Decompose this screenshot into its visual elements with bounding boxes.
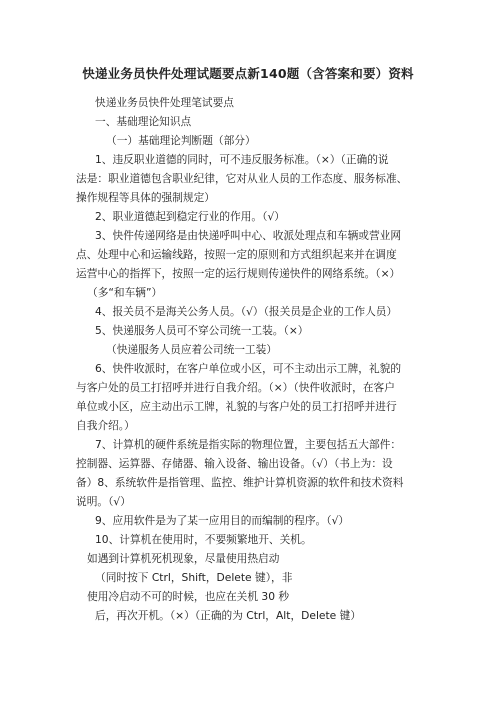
text-line: 法是：职业道德包含职业纪律，它对从业人员的工作态度、服务标准、 bbox=[76, 172, 408, 185]
text-line: 点、处理中心和运输线路，按照一定的原则和方式组织起来并在调度 bbox=[76, 248, 397, 261]
text-line: 使用冷启动不可的时候，也应在关机 30 秒 bbox=[87, 590, 290, 603]
text-line: 5、快递服务人员可不穿公司统一工装。（×） bbox=[95, 324, 309, 337]
text-line: 说明。（√） bbox=[76, 495, 131, 508]
text-line: 备）8、系统软件是指管理、监控、维护计算机资源的软件和技术资料 bbox=[76, 476, 404, 489]
text-line: 运营中心的指挥下，按照一定的运行规则传递快件的网络系统。（×） bbox=[76, 267, 401, 280]
text-line: （一）基础理论判断题（部分） bbox=[106, 134, 256, 147]
text-line: 2、职业道德起到稳定行业的作用。（√） bbox=[95, 210, 285, 223]
text-line: 快递业务员快件处理笔试要点 bbox=[95, 96, 234, 109]
document-title: 快递业务员快件处理试题要点新140题（含答案和要）资料 bbox=[82, 66, 414, 81]
text-line: 10、计算机在使用时，不要频繁地开、关机。 bbox=[95, 533, 312, 546]
text-line: 3、快件传递网络是由快递呼叫中心、收派处理点和车辆或营业网 bbox=[95, 229, 402, 242]
text-line: （快递服务人员应着公司统一工装） bbox=[106, 343, 278, 356]
text-line: 6、快件收派时，在客户单位或小区，可不主动出示工牌，礼貌的 bbox=[95, 362, 402, 375]
text-line: 如遇到计算机死机现象，尽量使用热启动 bbox=[87, 552, 280, 565]
text-line: 单位或小区，应主动出示工牌，礼貌的与客户处的员工打招呼并进行 bbox=[76, 400, 397, 413]
text-line: 后，再次开机。（×）（正确的为 Ctrl，Alt，Delete 键） bbox=[95, 609, 362, 622]
text-line: 控制器、运算器、存储器、输入设备、输出设备。（√）（书上为：设 bbox=[76, 457, 393, 470]
text-line: 一、基础理论知识点 bbox=[95, 115, 192, 128]
text-line: 4、报关员不是海关公务人员。（√）（报关员是企业的工作人员） bbox=[95, 305, 398, 318]
text-line: 自我介绍。） bbox=[76, 419, 135, 432]
text-line: （同时按下 Ctrl，Shift，Delete 键），非 bbox=[95, 571, 293, 584]
text-line: 9、应用软件是为了某一应用目的而编制的程序。（√） bbox=[95, 514, 350, 527]
text-line: 操作规程等具体的强制规定） bbox=[76, 191, 215, 204]
text-line: 7、计算机的硬件系统是指实际的物理位置，主要包括五大部件： bbox=[95, 438, 402, 451]
text-line: （多“和车辆”） bbox=[87, 286, 163, 299]
text-line: 1、违反职业道德的同时，可不违反服务标准。（×）（正确的说 bbox=[95, 153, 389, 166]
text-line: 与客户处的员工打招呼并进行自我介绍。（×）（快件收派时，在客户 bbox=[76, 381, 395, 394]
